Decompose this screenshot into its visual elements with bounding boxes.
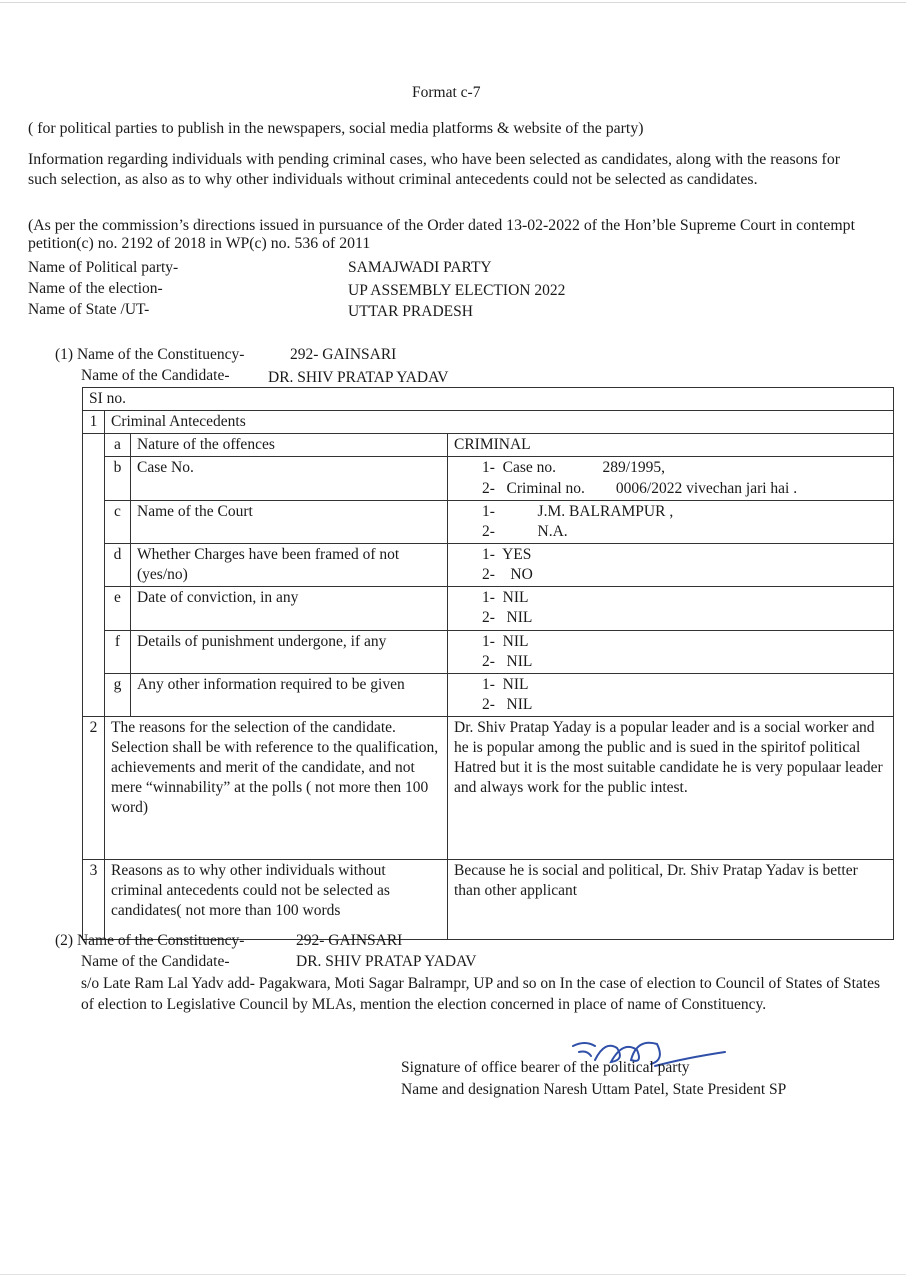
candidate-1-label: Name of the Candidate- [81, 367, 230, 384]
candidate-2-label: Name of the Candidate- [81, 953, 230, 970]
others-reason-value: Because he is social and political, Dr. Shiv Pratap Yadav is better than other applicant [448, 860, 894, 940]
table-row [83, 500, 894, 543]
signature-line: Signature of office bearer of the political party [401, 1059, 690, 1076]
item-value-list [448, 457, 894, 500]
format-title: Format c-7 [412, 84, 481, 101]
candidate-1-value: DR. SHIV PRATAP YADAV [268, 369, 449, 386]
item-value-list [448, 587, 894, 630]
election-label: Name of the election- [28, 280, 163, 297]
directions-paragraph: (As per the commission’s directions issued in pursuance of the Order dated 13-02-2022 of the Hon’ble Supreme Court in contempt petition(c) no. 2192 of 2018 in WP(c) no. 536 of 2011 [28, 217, 855, 252]
item-label: Case No. [131, 457, 448, 500]
item-value: 1- NIL [482, 589, 529, 607]
party-value: SAMAJWADI PARTY [348, 259, 492, 276]
item-letter: a [105, 434, 131, 457]
row-number: 1 [83, 411, 105, 434]
item-label: Nature of the offences [131, 434, 448, 457]
table-row [83, 457, 894, 500]
item-value-list [448, 543, 894, 586]
item-letter: g [105, 673, 131, 716]
table-row [83, 630, 894, 673]
row-number: 2 [83, 717, 105, 860]
item-value: 1- NIL [482, 675, 529, 693]
selection-reason-value: Dr. Shiv Pratap Yaday is a popular leader and is a social worker and he is popular among the public and is sued in the spiritof political Hatred but it is the most suitable candidate he is very populaar leader and always work for the public intest. [448, 717, 894, 860]
table-row [83, 543, 894, 586]
item-letter: c [105, 500, 131, 543]
item-label: Any other information required to be given [131, 673, 448, 716]
item-letter: e [105, 587, 131, 630]
criminal-antecedents-table [82, 387, 894, 940]
item-label: Name of the Court [131, 500, 448, 543]
scan-top-edge [0, 2, 906, 3]
item-value-list [448, 673, 894, 716]
selection-reason-label: The reasons for the selection of the candidate. Selection shall be with reference to the qualification, achievements and merit of the candidate, and not mere “winnability” at the polls ( not more then 100 word) [105, 717, 448, 860]
item-value: 1- NIL [482, 632, 529, 650]
item-value-list [448, 630, 894, 673]
item-letter: f [105, 630, 131, 673]
item-letter: b [105, 457, 131, 500]
table-row [83, 860, 894, 940]
constituency-1-value: 292- GAINSARI [290, 346, 397, 363]
row-number-spacer [83, 434, 105, 717]
item-value: 2- Criminal no. 0006/2022 vivechan jari hai . [482, 479, 798, 497]
item-value: 2- NIL [482, 695, 533, 713]
candidate-2-value: DR. SHIV PRATAP YADAV [296, 953, 477, 970]
state-label: Name of State /UT- [28, 301, 150, 318]
table-row [83, 434, 894, 457]
others-reason-label: Reasons as to why other individuals without criminal antecedents could not be selected as candidates( not more than 100 words [105, 860, 448, 940]
signatory-designation: Name and designation Naresh Uttam Patel, State President SP [401, 1081, 787, 1098]
candidate-address-note: s/o Late Ram Lal Yadv add- Pagakwara, Moti Sagar Balrampr, UP and so on In the case of election to Council of States of States of election to Legislative Council by MLAs, mention the election concerned in place of name of Constituency. [81, 975, 881, 1013]
item-value-list [448, 500, 894, 543]
constituency-1-label: (1) Name of the Constituency- [55, 346, 245, 363]
info-paragraph: Information regarding individuals with pending criminal cases, who have been selected as candidates, along with the reasons for such selection, as also as to why other individuals without criminal antecedents could not be selected as candidates. [28, 151, 840, 188]
sl-no-header: SI no. [83, 388, 894, 411]
table-row [83, 673, 894, 716]
item-value: 1- YES [482, 545, 532, 563]
item-label: Date of conviction, in any [131, 587, 448, 630]
item-label: Whether Charges have been framed of not (yes/no) [131, 543, 448, 586]
state-value: UTTAR PRADESH [348, 303, 473, 320]
row-number: 3 [83, 860, 105, 940]
table-row [83, 587, 894, 630]
party-label: Name of Political party- [28, 259, 179, 276]
item-letter: d [105, 543, 131, 586]
item-value: CRIMINAL [448, 434, 894, 457]
item-value: 2- N.A. [482, 522, 568, 540]
purpose-text: ( for political parties to publish in the newspapers, social media platforms & website of the party) [28, 120, 644, 137]
table-row [83, 717, 894, 860]
item-value: 2- NIL [482, 609, 533, 627]
constituency-2-label: (2) Name of the Constituency- [55, 932, 245, 949]
item-label: Details of punishment undergone, if any [131, 630, 448, 673]
criminal-antecedents-heading: Criminal Antecedents [105, 411, 894, 434]
item-value: 1- Case no. 289/1995, [482, 459, 665, 477]
constituency-2-value: 292- GAINSARI [296, 932, 403, 949]
item-value: 2- NO [482, 566, 533, 584]
scan-bottom-edge [0, 1274, 906, 1275]
election-value: UP ASSEMBLY ELECTION 2022 [348, 282, 566, 299]
item-value: 1- J.M. BALRAMPUR , [482, 502, 674, 520]
item-value: 2- NIL [482, 652, 533, 670]
